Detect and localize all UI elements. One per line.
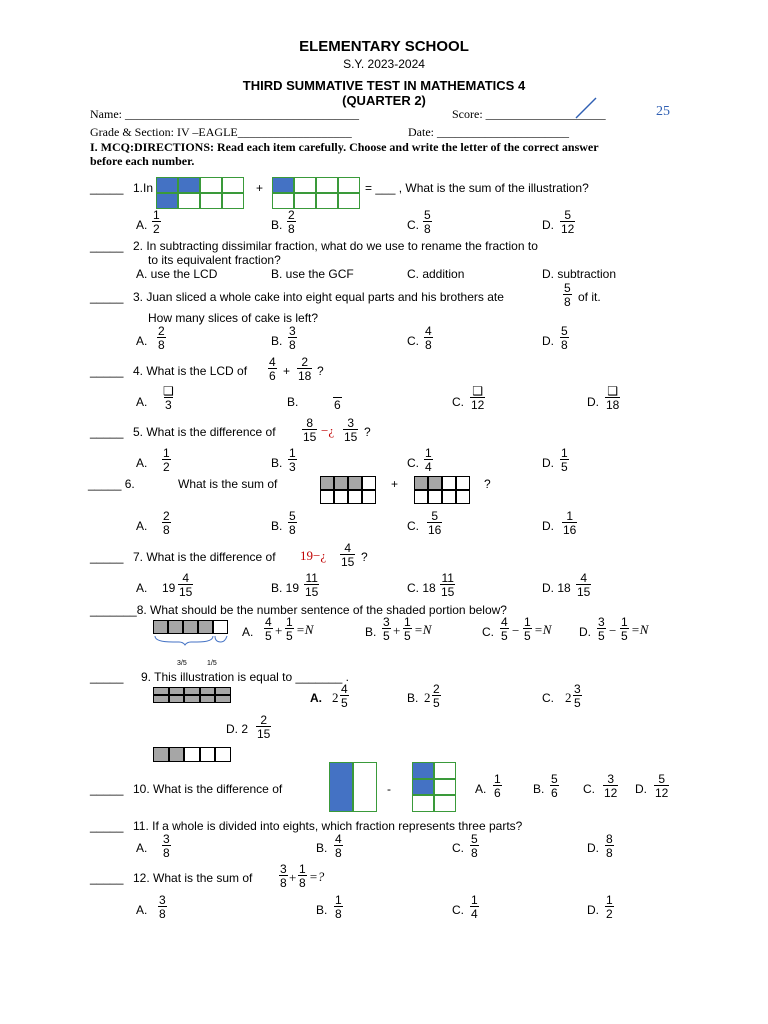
q3-fraction: $\frac{5}{8}$	[564, 281, 571, 309]
q6-choice-a-label: A.	[136, 519, 148, 533]
q1-choice-c: $\frac{5}{8}$	[424, 208, 431, 236]
q10-choice-d: $\frac{5}{12}$	[655, 772, 669, 800]
q6-choice-b: $\frac{5}{8}$	[289, 509, 296, 537]
q4-text: 4. What is the LCD of	[133, 364, 248, 378]
q5-choice-a: $\frac{1}{2}$	[163, 446, 170, 474]
q2-choice-a: A. use the LCD	[136, 267, 218, 281]
grade-section-field[interactable]: Grade & Section: IV –EAGLE___________________	[90, 125, 352, 139]
date-field[interactable]: Date: ______________________	[408, 125, 569, 139]
q9-choice-a-label: A.	[310, 691, 322, 705]
q2-choice-d: D. subtraction	[542, 267, 617, 281]
q8-choice-c-frac-2: $\frac{1}{5}$	[524, 615, 531, 643]
answer-blank[interactable]: _____	[90, 550, 124, 564]
q5-question-mark: ?	[364, 425, 371, 439]
q8-choice-a-frac-2: $\frac{1}{5}$	[286, 615, 293, 643]
q10-choice-b: $\frac{5}{6}$	[551, 772, 558, 800]
q11-text: 11. If a whole is divided into eights, which fraction represents three parts?	[133, 819, 523, 833]
q8-choice-b-frac-2: $\frac{1}{5}$	[404, 615, 411, 643]
q7-choice-a-label: A.	[136, 581, 148, 595]
q7-choice-c: $\frac{11}{15}$	[441, 571, 455, 599]
q6-number[interactable]: _____ 6.	[88, 477, 135, 491]
q8-choice-a-op: +	[275, 623, 283, 638]
q2-text-line-1: 2. In subtracting dissimilar fraction, what do we use to rename the fraction to	[133, 239, 538, 253]
q3-choice-c: $\frac{4}{8}$	[425, 324, 432, 352]
q8-label-3-5: 3/5	[177, 660, 187, 667]
q9-choice-d-label: D. 2	[226, 722, 249, 736]
q10-minus: -	[387, 782, 391, 796]
q3-choice-c-label: C.	[407, 334, 419, 348]
q4-question-mark: ?	[317, 364, 324, 378]
q5-fraction-2: $\frac{3}{15}$	[344, 416, 358, 444]
q7-choice-a-whole: 19	[162, 581, 176, 595]
directions-line-2: before each number.	[90, 154, 195, 168]
answer-blank[interactable]: _____	[90, 425, 124, 439]
q5-choice-a-label: A.	[136, 456, 148, 470]
q11-choice-c-label: C.	[452, 841, 464, 855]
q11-choice-b: $\frac{4}{8}$	[335, 832, 342, 860]
q9-choice-b: $\frac{2}{5}$	[433, 682, 440, 710]
q9-strip-1	[153, 687, 231, 703]
q8-choice-a-eq: =N	[296, 622, 314, 637]
q4-choice-d: ❑ 18	[606, 384, 620, 412]
q8-label-1-5: 1/5	[207, 660, 217, 667]
q8-choice-b-frac-1: $\frac{3}{5}$	[383, 615, 390, 643]
q12-text: 12. What is the sum of	[133, 871, 253, 885]
q1-choice-c-label: C.	[407, 218, 419, 232]
q12-choice-c-label: C.	[452, 903, 464, 917]
q6-choice-c: $\frac{5}{16}$	[428, 509, 442, 537]
q1-choice-b-label: B.	[271, 218, 283, 232]
q5-choice-d-label: D.	[542, 456, 554, 470]
q6-grid-right	[414, 476, 470, 504]
q6-choice-d: $\frac{1}{16}$	[563, 509, 577, 537]
q6-choice-b-label: B.	[271, 519, 283, 533]
q9-choice-c-label: C.	[542, 691, 554, 705]
q7-choice-c-label: C. 18	[407, 581, 436, 595]
q8-choice-d-label: D.	[579, 625, 591, 639]
q6-choice-c-label: C.	[407, 519, 419, 533]
q8-choice-b-eq: =N	[414, 622, 432, 637]
q1-question: = ___ , What is the sum of the illustration?	[365, 181, 589, 195]
q7-choice-d-label: D. 18	[542, 581, 571, 595]
q5-operator: −¿	[321, 423, 335, 438]
q1-text: 1.In	[133, 181, 154, 195]
q3-choice-b-label: B.	[271, 334, 283, 348]
quarter: (QUARTER 2)	[342, 93, 426, 108]
q2-text-line-2: to its equivalent fraction?	[148, 253, 281, 267]
q4-choice-a-label: A.	[136, 395, 148, 409]
q3-choice-b: $\frac{3}{8}$	[289, 324, 296, 352]
q4-fraction-1: $\frac{4}{6}$	[269, 355, 276, 383]
q5-choice-b-label: B.	[271, 456, 283, 470]
q3-choice-d: $\frac{5}{8}$	[561, 324, 568, 352]
q8-choice-b-op: +	[393, 623, 401, 638]
q6-choice-a: $\frac{2}{8}$	[163, 509, 170, 537]
q6-choice-d-label: D.	[542, 519, 554, 533]
q11-choice-d: $\frac{8}{8}$	[606, 832, 613, 860]
q4-choice-d-label: D.	[587, 395, 599, 409]
q8-choice-d-eq: =N	[631, 622, 649, 637]
q8-brace	[153, 634, 233, 646]
q10-choice-a: $\frac{1}{6}$	[494, 772, 501, 800]
q12-choice-d: $\frac{1}{2}$	[606, 893, 613, 921]
q6-question-mark: ?	[484, 477, 491, 491]
q10-choice-c: $\frac{3}{12}$	[604, 772, 618, 800]
q8-text: _______8. What should be the number sentence of the shaded portion below?	[90, 603, 507, 617]
q2-choice-c: C. addition	[407, 267, 465, 281]
q10-choice-b-label: B.	[533, 782, 545, 796]
q7-choice-b-label: B. 19	[271, 581, 300, 595]
q8-choice-c-label: C.	[482, 625, 494, 639]
q12-plus: +	[289, 870, 297, 885]
q7-choice-d: $\frac{4}{15}$	[577, 571, 591, 599]
q4-choice-a: ❑ 3	[163, 384, 174, 412]
answer-blank[interactable]: _____	[90, 782, 124, 796]
q6-plus: +	[391, 477, 399, 491]
q3-choice-a: $\frac{2}{8}$	[158, 324, 165, 352]
school-year: S.Y. 2023-2024	[343, 57, 425, 71]
answer-blank[interactable]: _____	[90, 181, 124, 195]
q9-text: 9. This illustration is equal to _______ .	[141, 670, 349, 684]
q7-choice-b: $\frac{11}{15}$	[305, 571, 319, 599]
q1-choice-d-label: D.	[542, 218, 554, 232]
directions-line-1: I. MCQ:DIRECTIONS: Read each item carefully. Choose and write the letter of the correct answer	[90, 140, 599, 154]
test-title: THIRD SUMMATIVE TEST IN MATHEMATICS 4	[242, 78, 526, 93]
q3-choice-a-label: A.	[136, 334, 148, 348]
q10-bar-right	[412, 762, 456, 812]
q10-text: 10. What is the difference of	[133, 782, 283, 796]
answer-blank[interactable]: _____	[90, 819, 124, 833]
q4-choice-b-label: B.	[287, 395, 299, 409]
q7-choice-a: $\frac{4}{15}$	[179, 571, 193, 599]
answer-blank[interactable]: _____	[90, 670, 124, 684]
q8-choice-b-label: B.	[365, 625, 377, 639]
q11-choice-a: $\frac{3}{8}$	[163, 832, 170, 860]
q1-plus: +	[256, 181, 264, 195]
q3-text-line-1-end: of it.	[578, 290, 601, 304]
q9-choice-a-whole: 2	[332, 690, 339, 705]
q10-choice-c-label: C.	[583, 782, 595, 796]
q5-choice-c: $\frac{1}{4}$	[425, 446, 432, 474]
q5-text: 5. What is the difference of	[133, 425, 276, 439]
q5-choice-d: $\frac{1}{5}$	[561, 446, 568, 474]
q1-grid-left	[156, 177, 244, 209]
q12-choice-a-label: A.	[136, 903, 148, 917]
q12-equals: =?	[309, 869, 325, 884]
q5-fraction-1: $\frac{8}{15}$	[303, 416, 317, 444]
q11-choice-b-label: B.	[316, 841, 328, 855]
q11-choice-d-label: D.	[587, 841, 599, 855]
q9-strip-2	[153, 747, 231, 762]
q1-choice-a: $\frac{1}{2}$	[153, 208, 160, 236]
answer-blank[interactable]: _____	[90, 871, 124, 885]
q9-choice-c: $\frac{3}{5}$	[574, 682, 581, 710]
q7-question-mark: ?	[361, 550, 368, 564]
q8-choice-d-op: −	[609, 623, 617, 638]
q12-choice-c: $\frac{1}{4}$	[471, 893, 478, 921]
q8-choice-c-frac-1: $\frac{4}{5}$	[501, 615, 508, 643]
q12-choice-b-label: B.	[316, 903, 328, 917]
answer-blank[interactable]: _____	[90, 364, 124, 378]
q3-text-line-1: 3. Juan sliced a whole cake into eight equal parts and his brothers ate	[133, 290, 504, 304]
q7-fraction: $\frac{4}{15}$	[341, 541, 355, 569]
q12-fraction-2: $\frac{1}{8}$	[299, 862, 306, 890]
score-field[interactable]: Score: ____________________	[452, 107, 606, 121]
answer-blank[interactable]: _____	[90, 290, 124, 304]
name-field[interactable]: Name: _______________________________________	[90, 107, 359, 121]
q9-choice-b-whole: 2	[424, 690, 431, 705]
q12-choice-d-label: D.	[587, 903, 599, 917]
q4-plus: +	[283, 364, 291, 378]
q9-choice-b-label: B.	[407, 691, 419, 705]
q6-grid-left	[320, 476, 376, 504]
q12-fraction-1: $\frac{3}{8}$	[280, 862, 287, 890]
q7-text: 7. What is the difference of	[133, 550, 276, 564]
score-slash-mark	[574, 96, 600, 120]
q1-choice-a-label: A.	[136, 218, 148, 232]
q12-choice-a: $\frac{3}{8}$	[159, 893, 166, 921]
q4-choice-b: 6	[334, 398, 341, 412]
answer-blank[interactable]: _____	[90, 239, 124, 253]
q3-text-line-2: How many slices of cake is left?	[148, 311, 319, 325]
q10-choice-d-label: D.	[635, 782, 647, 796]
q4-choice-c: ❑ 12	[471, 384, 485, 412]
q7-expression: 19−¿	[300, 548, 327, 563]
q8-choice-d-frac-2: $\frac{1}{5}$	[621, 615, 628, 643]
q8-choice-c-op: −	[512, 623, 520, 638]
q4-choice-c-label: C.	[452, 395, 464, 409]
score-value: 25	[656, 104, 670, 119]
q8-choice-a-label: A.	[242, 625, 254, 639]
q11-choice-c: $\frac{5}{8}$	[471, 832, 478, 860]
q9-choice-c-whole: 2	[565, 690, 572, 705]
q8-strip	[153, 620, 228, 634]
q1-choice-d: $\frac{5}{12}$	[561, 208, 575, 236]
q11-choice-a-label: A.	[136, 841, 148, 855]
q9-choice-a: $\frac{4}{5}$	[341, 682, 348, 710]
q6-text: What is the sum of	[178, 477, 278, 491]
q2-choice-b: B. use the GCF	[271, 267, 354, 281]
q5-choice-c-label: C.	[407, 456, 419, 470]
q8-choice-a-frac-1: $\frac{4}{5}$	[265, 615, 272, 643]
q9-choice-d: $\frac{2}{15}$	[257, 713, 271, 741]
q1-grid-right	[272, 177, 360, 209]
q5-choice-b: $\frac{1}{3}$	[289, 446, 296, 474]
q10-choice-a-label: A.	[475, 782, 487, 796]
q8-choice-d-frac-1: $\frac{3}{5}$	[598, 615, 605, 643]
q3-choice-d-label: D.	[542, 334, 554, 348]
q8-choice-c-eq: =N	[534, 622, 552, 637]
q12-choice-b: $\frac{1}{8}$	[335, 893, 342, 921]
q10-bar-left	[329, 762, 377, 812]
school-title: ELEMENTARY SCHOOL	[299, 38, 469, 55]
q1-choice-b: $\frac{2}{8}$	[288, 208, 295, 236]
q4-fraction-2: $\frac{2}{18}$	[298, 355, 312, 383]
